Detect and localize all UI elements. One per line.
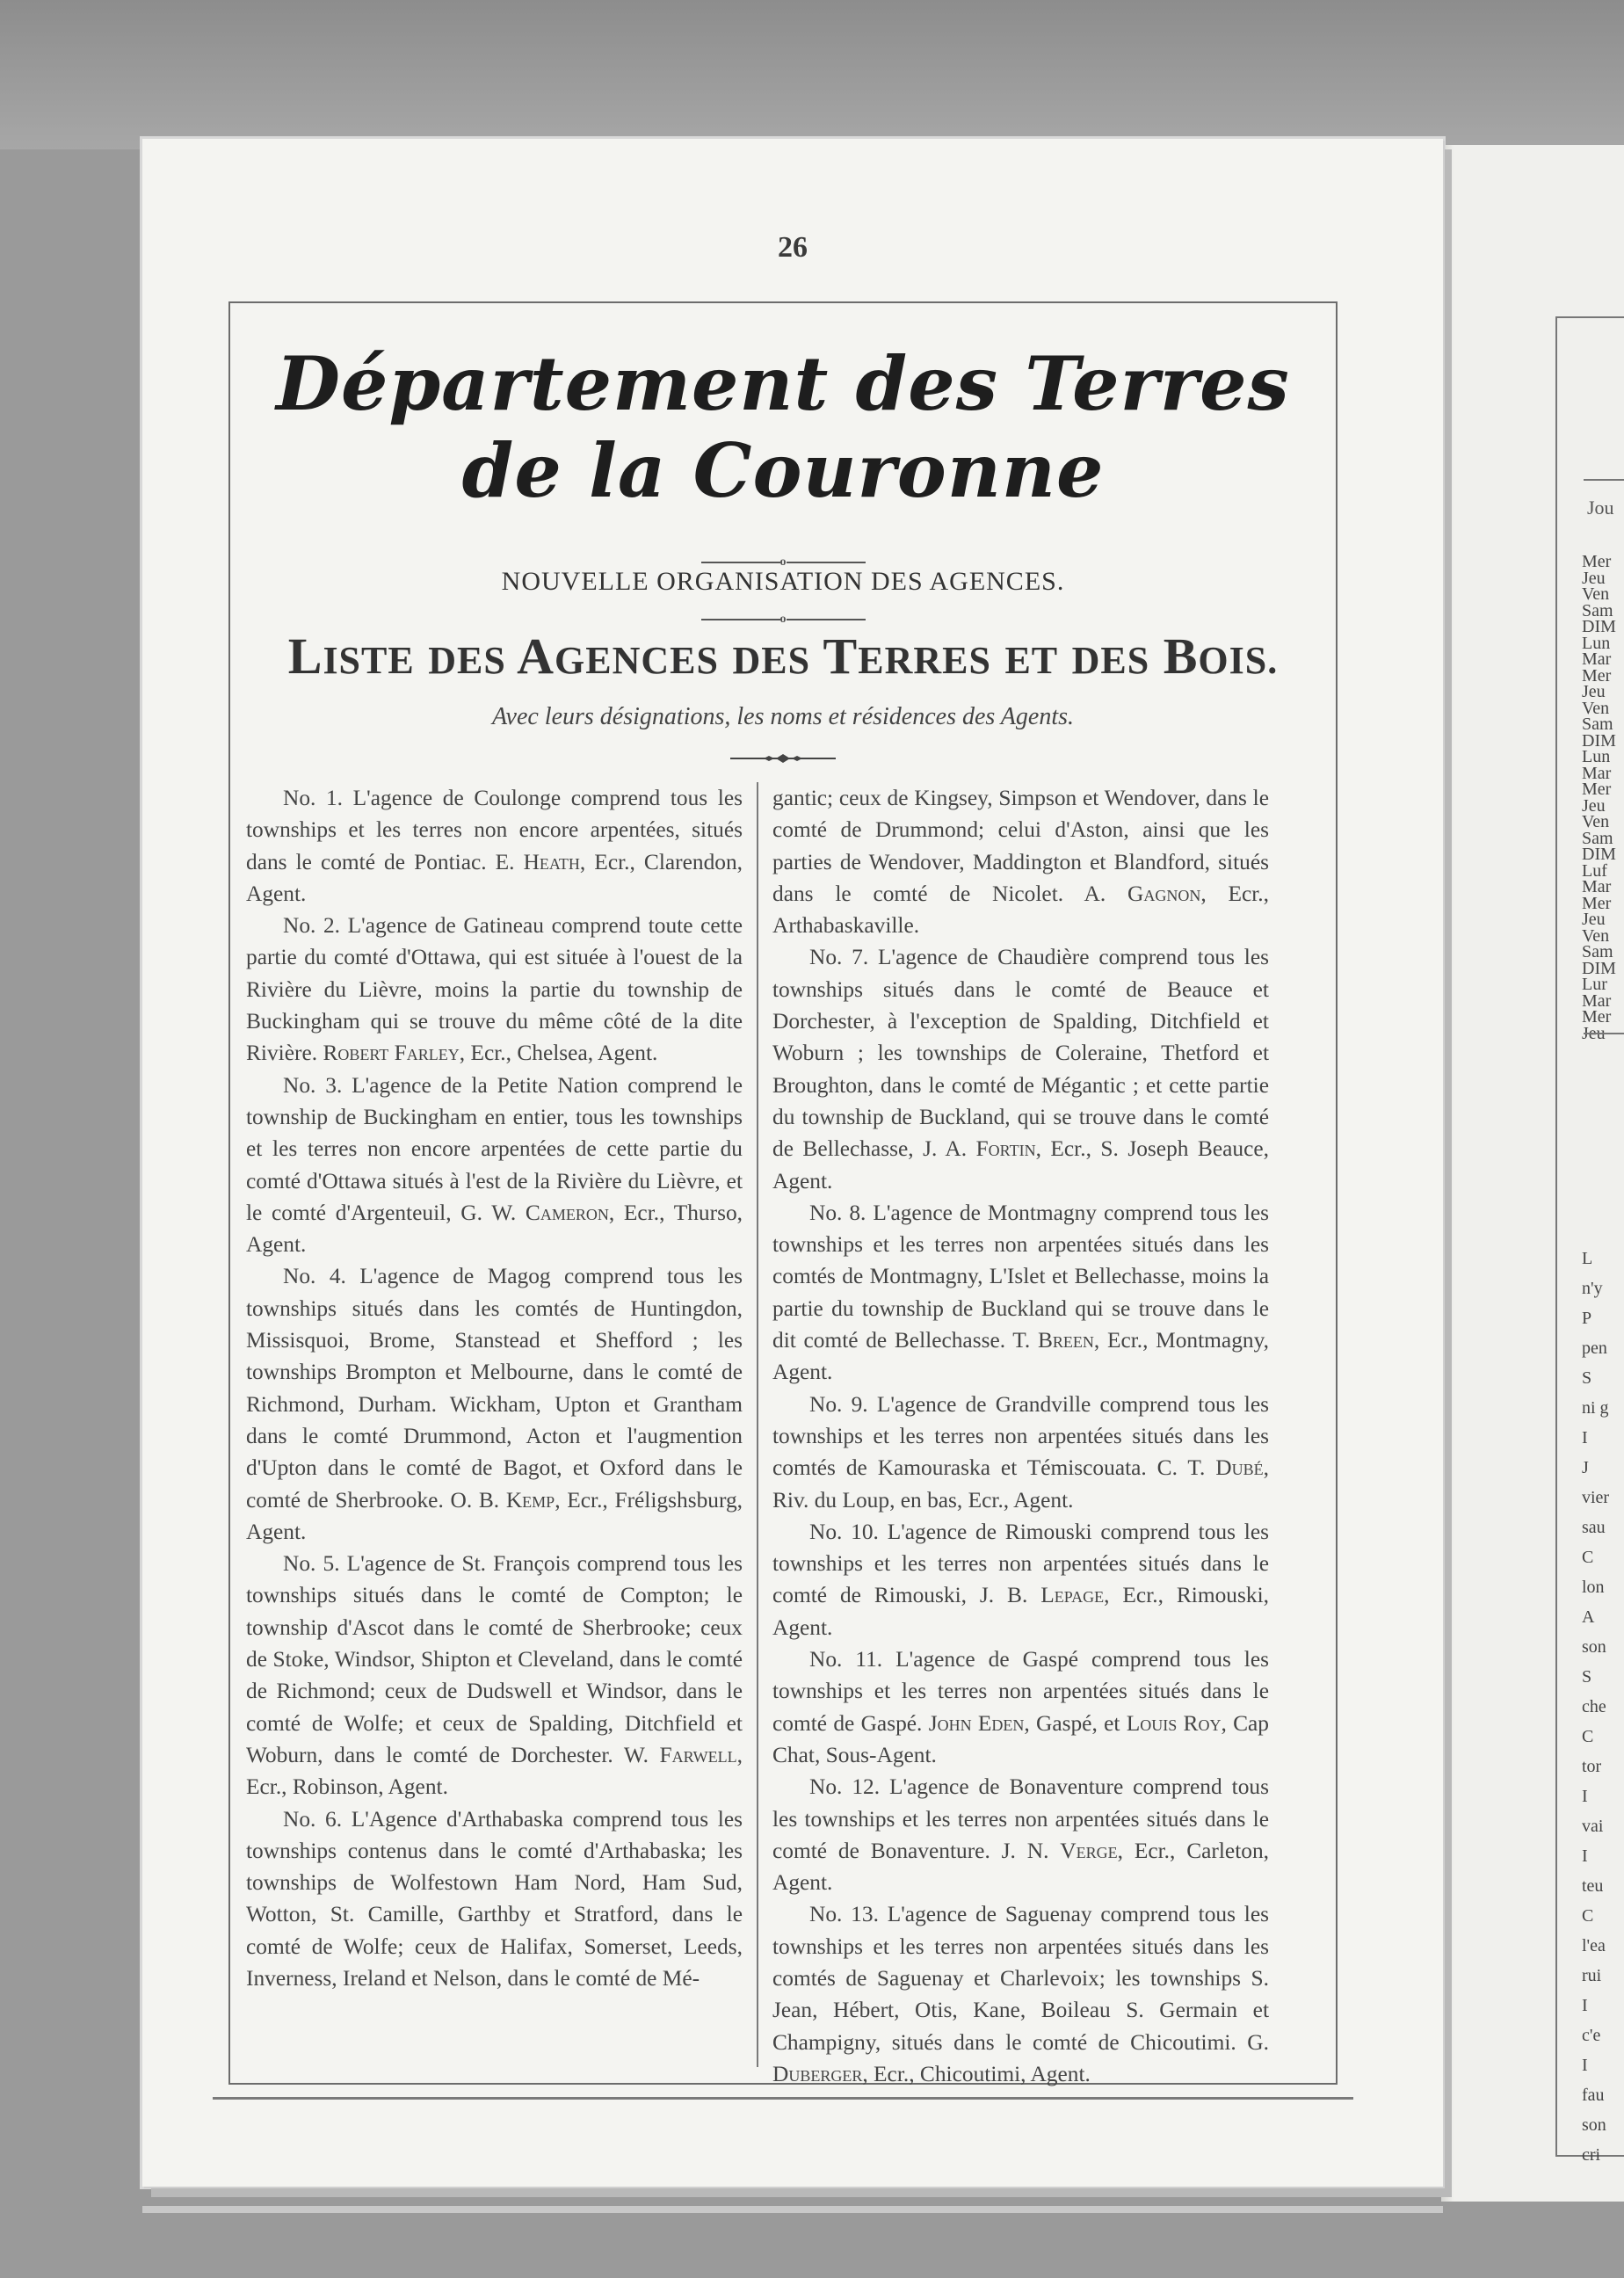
adjacent-day-fragment: Mer — [1582, 554, 1612, 571]
agency-text: , Ecr., Thurso, Agent. — [246, 1200, 743, 1258]
agency-text: , Ecr., Clarendon, Agent. — [246, 849, 743, 906]
agency-text: No. 2. L'agence de Gatineau comprend toute cette partie du comté d'Ottawa, qui est située à l'ouest de la Rivière du Lièvre, moins la partie du township de Buckingham qui se trouve du même côté de la dite Rivière. — [246, 913, 743, 1066]
divider-ornament-mark: o — [779, 613, 787, 626]
heading-word: ET — [1004, 639, 1059, 682]
adjacent-day-fragment: Mer — [1582, 893, 1612, 913]
agency-text: , Ecr., Fréligshsburg, Agent. — [246, 1487, 743, 1544]
adjacent-day-fragment: Ven — [1582, 812, 1610, 831]
agent-name: Breen — [1037, 1328, 1094, 1353]
adjacent-day-fragment: Jeu — [1582, 568, 1606, 588]
adjacent-text-fragment: vai — [1582, 1817, 1604, 1836]
agency-paragraph — [772, 941, 1269, 1196]
divider-ornament-mark: o — [779, 555, 787, 569]
document-page — [142, 139, 1443, 2187]
adjacent-day-fragment: DIM — [1582, 617, 1616, 636]
agent-name: Kemp — [505, 1487, 555, 1513]
adjacent-text-fragment: A — [1582, 1607, 1595, 1627]
adjacent-day-fragment: Jeu — [1582, 910, 1606, 929]
adjacent-text-fragment: sau — [1582, 1518, 1606, 1537]
heading-word: GENCES — [555, 639, 719, 682]
agency-text: , Ecr., Robinson, Agent. — [246, 1742, 743, 1800]
adjacent-day-fragment: Lur — [1582, 975, 1607, 994]
adjacent-rule — [1584, 479, 1624, 481]
agent-name: Gagnon — [1127, 881, 1201, 906]
agency-text: No. 4. L'agence de Magog comprend tous les townships situés dans les comtés de Huntingdon, Missisquoi, Brome, Stanstead et Shefford ; les townships Brompton et Melbourne, dans le comté de Richmond, Durham. Wickham, Upton et Grantham dans le comté Drummond, Acton et l'augmention d'Upton dans le comté de Bagot, et Oxford dans le comté de Sherbrooke. O. B. — [246, 1264, 743, 1513]
adjacent-text-fragment: son — [1582, 2115, 1606, 2135]
agency-paragraph — [772, 1898, 1269, 2090]
adjacent-day-fragment: Ven — [1582, 584, 1610, 604]
adjacent-day-fragment: Sam — [1582, 715, 1613, 734]
heading-word: DES — [1071, 639, 1150, 682]
list-heading — [230, 627, 1336, 686]
adjacent-text-fragment: lon — [1582, 1578, 1605, 1597]
agency-text: No. 1. L'agence de Coulonge comprend tous les townships et les terres non encore arpentées, situés dans le comté de Pontiac. E. — [246, 786, 743, 874]
adjacent-day-fragment: Ven — [1582, 698, 1610, 718]
adjacent-text-fragment: rui — [1582, 1966, 1602, 1985]
agency-text: No. 7. L'agence de Chaudière comprend tous les townships situés dans le comté de Beauce et Dorchester, à l'exception de Spalding, Ditchfield et Woburn ; les townships de Coleraine, Thetford et Broughton, dans le comté de Mégantic ; et cette partie du township de Buckland, qui se trouve dans le comté de Bellechasse, J. A. — [772, 945, 1269, 1162]
agency-paragraph — [246, 1260, 743, 1548]
agency-text: , Gaspé, et — [1024, 1710, 1127, 1736]
adjacent-day-fragment: Mar — [1582, 763, 1612, 783]
agency-text: , Ecr., S. Joseph Beauce, Agent. — [772, 1136, 1269, 1193]
heading-word: ERRES — [858, 639, 991, 682]
column-divider — [757, 782, 758, 2067]
heading-word: DES — [732, 639, 811, 682]
adjacent-day-fragment: Mar — [1582, 990, 1612, 1011]
adjacent-day-fragment: Jeu — [1582, 795, 1606, 816]
agency-text: , Ecr., Rimouski, Agent. — [772, 1583, 1269, 1640]
agency-text: , Ecr., Arthabaskaville. — [772, 881, 1269, 939]
agency-paragraph — [246, 1070, 743, 1261]
adjacent-day-fragment: Mar — [1582, 649, 1612, 669]
adjacent-day-fragment: Sam — [1582, 828, 1613, 848]
agent-name: Heath — [523, 849, 580, 874]
left-column — [246, 782, 743, 1994]
adjacent-text-fragment: I — [1582, 1996, 1588, 2015]
agent-name: Farwell — [659, 1742, 737, 1767]
agent-name: Cameron — [525, 1200, 609, 1225]
agency-text: No. 13. L'agence de Saguenay comprend tous les townships et les terres non arpentées situés dans les comtés de Saguenay et Charlevoix; les townships S. Jean, Hébert, Otis, Kane, Boileau S. Germain et Champigny, situés dans le comté de Chicoutimi. G. — [772, 1902, 1269, 2055]
agency-text: , Ecr., Montmagny, Agent. — [772, 1328, 1269, 1385]
heading-word: A — [517, 628, 555, 685]
tagline: Avec leurs désignations, les noms et résidences des Agents. — [491, 703, 1075, 730]
adjacent-text-fragment: C — [1582, 1548, 1594, 1567]
adjacent-text-fragment: C — [1582, 1906, 1594, 1926]
adjacent-text-fragments — [1582, 1244, 1624, 2170]
adjacent-text-fragment: vier — [1582, 1488, 1610, 1507]
agent-name: Lepage — [1040, 1583, 1105, 1608]
adjacent-header-fragment: Jou — [1587, 497, 1614, 519]
adjacent-day-fragment: Lun — [1582, 747, 1611, 766]
adjacent-day-fragment: DIM — [1582, 845, 1616, 864]
heading-word: B — [1163, 628, 1199, 685]
heading-word: DES — [428, 639, 506, 682]
page-number: 26 — [778, 231, 808, 264]
adjacent-day-fragment: Jeu — [1582, 1023, 1606, 1041]
agency-paragraph — [772, 1197, 1269, 1389]
agent-name: Verge — [1060, 1838, 1118, 1863]
adjacent-day-fragment: Sam — [1582, 942, 1613, 961]
heading-word: L — [287, 628, 323, 685]
adjacent-text-fragment: I — [1582, 1787, 1588, 1806]
agency-paragraph — [772, 1389, 1269, 1516]
agency-paragraph — [246, 1548, 743, 1803]
agency-text: , Ecr., Chicoutimi, Agent. — [862, 2061, 1091, 2086]
agency-text: No. 12. L'agence de Bonaventure comprend tous les townships et les terres non arpentées situés dans le comté de Bonaventure. J. N. — [772, 1774, 1269, 1863]
adjacent-day-fragment: DIM — [1582, 730, 1616, 751]
agency-text: , Ecr., Carleton, Agent. — [772, 1838, 1269, 1896]
page-title: Département des Terres de la Couronne — [276, 340, 1290, 514]
heading-word: ISTE — [323, 639, 415, 682]
adjacent-text-fragment: fau — [1582, 2086, 1605, 2105]
agent-name: John Eden — [928, 1710, 1025, 1736]
agency-text: No. 5. L'agence de St. François comprend tous les townships situés dans le comté de Compton; le township d'Ascot dans le comté de Sherbrooke; ceux de Stoke, Windsor, Shipton et Cleveland, dans le comté de Richmond; ceux de Dudswell et Windsor, dans le comté de Wolfe; et ceux de Spalding, Ditchfield et Woburn, dans le comté de Dorchester. W. — [246, 1551, 743, 1767]
adjacent-text-fragment: C — [1582, 1727, 1594, 1746]
adjacent-text-fragment: cri — [1582, 2145, 1601, 2165]
right-column — [772, 782, 1269, 2090]
content-frame — [228, 301, 1338, 2085]
bottom-rule — [213, 2097, 1353, 2100]
heading-word: T — [823, 628, 859, 685]
adjacent-text-fragment: son — [1582, 1637, 1606, 1657]
agency-paragraph — [772, 782, 1269, 941]
agency-text: gantic; ceux de Kingsey, Simpson et Wendover, dans le comté de Drummond; celui d'Aston, ainsi que les parties de Wendover, Maddington et Blandford, situés dans le comté de Nicolet. A. — [772, 786, 1269, 906]
ornamental-rule — [730, 753, 836, 764]
agent-name: Fortin — [975, 1136, 1036, 1162]
adjacent-text-fragment: I — [1582, 1428, 1588, 1447]
adjacent-text-fragment: tor — [1582, 1757, 1602, 1776]
adjacent-text-fragment: che — [1582, 1697, 1606, 1716]
adjacent-text-fragment: L — [1582, 1249, 1593, 1268]
adjacent-day-fragment: Lun — [1582, 633, 1611, 653]
adjacent-day-fragment: Mar — [1582, 877, 1612, 896]
adjacent-text-fragment: P — [1582, 1309, 1592, 1328]
agency-text: No. 8. L'agence de Montmagny comprend tous les townships et les terres non arpentées situés dans les comtés de Montmagny, L'Islet et Bellechasse, moins la partie du township de Buckland qui se trouve dans le dit comté de Bellechasse. T. — [772, 1200, 1269, 1353]
adjacent-text-fragment: ni g — [1582, 1398, 1609, 1418]
divider-ornament — [230, 613, 1336, 626]
agency-paragraph — [246, 782, 743, 910]
adjacent-text-fragment: J — [1582, 1458, 1589, 1477]
adjacent-page — [1441, 145, 1624, 2202]
scan-background — [0, 0, 1624, 149]
adjacent-day-list — [1582, 554, 1624, 1041]
adjacent-day-fragment: Mer — [1582, 780, 1612, 799]
agency-text: No. 6. L'Agence d'Arthabaska comprend tous les townships contenus dans le comté d'Arthabaska; les townships de Wolfestown Ham Nord, Ham Sud, Wotton, St. Camille, Garthby et Stratford, dans le comté de Wolfe; ceux de Halifax, Somerset, Leeds, Inverness, Ireland et Nelson, dans le comté de Mé- — [246, 1806, 743, 1991]
agency-paragraph — [772, 1516, 1269, 1643]
adjacent-text-fragment: S — [1582, 1667, 1592, 1687]
adjacent-day-fragment: Luf — [1582, 860, 1607, 881]
agent-name: Dubé — [1215, 1455, 1264, 1481]
heading-word: OIS. — [1198, 639, 1279, 682]
adjacent-text-fragment: n'y — [1582, 1279, 1603, 1298]
adjacent-day-fragment: Mer — [1582, 665, 1612, 686]
agency-paragraph — [772, 1771, 1269, 1898]
adjacent-day-fragment: Mer — [1582, 1007, 1612, 1027]
agency-text: , Cap Chat, Sous-Agent. — [772, 1710, 1269, 1767]
adjacent-day-fragment: DIM — [1582, 958, 1616, 978]
adjacent-text-fragment: l'ea — [1582, 1936, 1606, 1955]
agency-text: No. 10. L'agence de Rimouski comprend tous les townships et les terres non arpentées situés dans le comté de Rimouski, J. B. — [772, 1519, 1269, 1608]
agency-text: , Riv. du Loup, en bas, Ecr., Agent. — [772, 1455, 1269, 1513]
agent-name: Louis Roy — [1126, 1710, 1222, 1736]
agency-text: , Ecr., Chelsea, Agent. — [459, 1041, 658, 1066]
subtitle: NOUVELLE ORGANISATION DES AGENCES. — [501, 567, 1065, 596]
adjacent-rule — [1584, 1033, 1624, 1034]
agency-paragraph — [246, 910, 743, 1069]
page-spine — [1441, 145, 1454, 2202]
adjacent-text-fragment: S — [1582, 1368, 1592, 1388]
agent-name: Robert Farley — [323, 1041, 460, 1066]
adjacent-text-fragment: pen — [1582, 1339, 1607, 1358]
agency-text: No. 3. L'agence de la Petite Nation comprend le township de Buckingham en entier, tous les townships et les terres non encore arpentées de cette partie du comté d'Ottawa situés à l'est de la Rivière du Lièvre, et le comté d'Argenteuil, G. W. — [246, 1072, 743, 1225]
adjacent-day-fragment: Jeu — [1582, 682, 1606, 701]
adjacent-day-fragment: Ven — [1582, 925, 1610, 946]
agency-text: No. 11. L'agence de Gaspé comprend tous les townships et les terres non arpentées situés dans le comté de Gaspé. — [772, 1647, 1269, 1736]
agency-paragraph — [772, 1643, 1269, 1771]
adjacent-text-fragment: teu — [1582, 1876, 1604, 1896]
adjacent-day-fragment: Sam — [1582, 600, 1613, 620]
adjacent-text-fragment: c'e — [1582, 2026, 1601, 2045]
agency-text: No. 9. L'agence de Grandville comprend tous les townships et les terres non arpentées situés dans les comtés de Kamouraska et Témiscouata. C. T. — [772, 1391, 1269, 1481]
adjacent-text-fragment: I — [1582, 1846, 1588, 1866]
adjacent-text-fragment: I — [1582, 2056, 1588, 2075]
agent-name: Duberger — [772, 2061, 863, 2086]
agency-paragraph — [246, 1803, 743, 1995]
